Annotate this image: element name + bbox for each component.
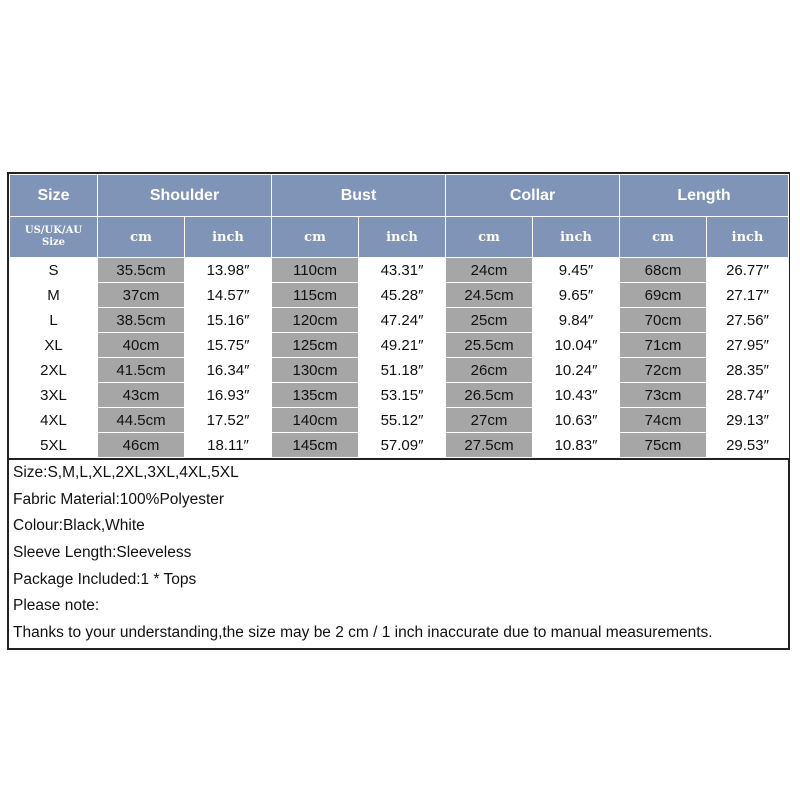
cm-cell: 71cm (620, 333, 707, 358)
cm-cell: 68cm (620, 258, 707, 283)
size-cell: XL (10, 333, 98, 358)
inch-cell: 28.35″ (707, 358, 789, 383)
unit-cm: cm (446, 217, 533, 258)
inch-cell: 27.95″ (707, 333, 789, 358)
inch-cell: 13.98″ (185, 258, 272, 283)
header-size-region-line1: US/UK/AU (24, 225, 83, 236)
cm-cell: 46cm (98, 433, 185, 458)
size-cell: 5XL (10, 433, 98, 458)
inch-cell: 16.34″ (185, 358, 272, 383)
size-cell: 3XL (10, 383, 98, 408)
cm-cell: 72cm (620, 358, 707, 383)
cm-cell: 35.5cm (98, 258, 185, 283)
cm-cell: 24.5cm (446, 283, 533, 308)
cm-cell: 120cm (272, 308, 359, 333)
note-fabric: Fabric Material:100%Polyester (9, 487, 788, 514)
inch-cell: 9.65″ (533, 283, 620, 308)
inch-cell: 27.17″ (707, 283, 789, 308)
size-chart-table (9, 174, 789, 458)
cm-cell: 73cm (620, 383, 707, 408)
table-row (10, 358, 789, 383)
cm-cell: 110cm (272, 258, 359, 283)
cm-cell: 37cm (98, 283, 185, 308)
inch-cell: 29.13″ (707, 408, 789, 433)
table-row (10, 433, 789, 458)
inch-cell: 15.75″ (185, 333, 272, 358)
header-row-units (10, 217, 789, 258)
cm-cell: 24cm (446, 258, 533, 283)
cm-cell: 115cm (272, 283, 359, 308)
inch-cell: 10.43″ (533, 383, 620, 408)
table-row (10, 408, 789, 433)
inch-cell: 29.53″ (707, 433, 789, 458)
table-row (10, 308, 789, 333)
note-sleeve: Sleeve Length:Sleeveless (9, 540, 788, 567)
size-cell: M (10, 283, 98, 308)
inch-cell: 9.84″ (533, 308, 620, 333)
unit-inch: inch (185, 217, 272, 258)
table-row (10, 383, 789, 408)
cm-cell: 27.5cm (446, 433, 533, 458)
product-notes (9, 458, 788, 648)
note-please-note: Please note: (9, 593, 788, 620)
inch-cell: 27.56″ (707, 308, 789, 333)
note-accuracy: Thanks to your understanding,the size may be 2 cm / 1 inch inaccurate due to manual measurements. (9, 620, 788, 648)
cm-cell: 70cm (620, 308, 707, 333)
note-colour: Colour:Black,White (9, 513, 788, 540)
cm-cell: 130cm (272, 358, 359, 383)
cm-cell: 125cm (272, 333, 359, 358)
inch-cell: 49.21″ (359, 333, 446, 358)
inch-cell: 14.57″ (185, 283, 272, 308)
unit-cm: cm (98, 217, 185, 258)
table-row (10, 333, 789, 358)
table-row (10, 258, 789, 283)
inch-cell: 16.93″ (185, 383, 272, 408)
table-row (10, 283, 789, 308)
cm-cell: 145cm (272, 433, 359, 458)
cm-cell: 26.5cm (446, 383, 533, 408)
unit-inch: inch (707, 217, 789, 258)
size-chart-body (10, 258, 789, 458)
size-cell: 4XL (10, 408, 98, 433)
inch-cell: 10.04″ (533, 333, 620, 358)
inch-cell: 53.15″ (359, 383, 446, 408)
note-package: Package Included:1 * Tops (9, 567, 788, 594)
inch-cell: 10.24″ (533, 358, 620, 383)
cm-cell: 43cm (98, 383, 185, 408)
inch-cell: 10.83″ (533, 433, 620, 458)
size-chart-frame (7, 172, 790, 650)
unit-inch: inch (533, 217, 620, 258)
header-size: Size (10, 175, 98, 217)
header-size-region (10, 217, 98, 258)
cm-cell: 38.5cm (98, 308, 185, 333)
cm-cell: 25cm (446, 308, 533, 333)
size-cell: L (10, 308, 98, 333)
unit-cm: cm (620, 217, 707, 258)
cm-cell: 41.5cm (98, 358, 185, 383)
inch-cell: 57.09″ (359, 433, 446, 458)
cm-cell: 40cm (98, 333, 185, 358)
inch-cell: 45.28″ (359, 283, 446, 308)
cm-cell: 44.5cm (98, 408, 185, 433)
header-bust: Bust (272, 175, 446, 217)
inch-cell: 17.52″ (185, 408, 272, 433)
cm-cell: 75cm (620, 433, 707, 458)
inch-cell: 47.24″ (359, 308, 446, 333)
inch-cell: 26.77″ (707, 258, 789, 283)
cm-cell: 74cm (620, 408, 707, 433)
cm-cell: 69cm (620, 283, 707, 308)
inch-cell: 55.12″ (359, 408, 446, 433)
inch-cell: 15.16″ (185, 308, 272, 333)
cm-cell: 26cm (446, 358, 533, 383)
header-collar: Collar (446, 175, 620, 217)
unit-cm: cm (272, 217, 359, 258)
inch-cell: 9.45″ (533, 258, 620, 283)
inch-cell: 18.11″ (185, 433, 272, 458)
inch-cell: 10.63″ (533, 408, 620, 433)
header-row-groups (10, 175, 789, 217)
unit-inch: inch (359, 217, 446, 258)
size-cell: 2XL (10, 358, 98, 383)
header-size-region-line2: Size (41, 237, 66, 248)
inch-cell: 51.18″ (359, 358, 446, 383)
cm-cell: 25.5cm (446, 333, 533, 358)
size-cell: S (10, 258, 98, 283)
inch-cell: 43.31″ (359, 258, 446, 283)
note-sizes: Size:S,M,L,XL,2XL,3XL,4XL,5XL (9, 460, 788, 487)
header-shoulder: Shoulder (98, 175, 272, 217)
inch-cell: 28.74″ (707, 383, 789, 408)
cm-cell: 135cm (272, 383, 359, 408)
header-length: Length (620, 175, 789, 217)
cm-cell: 140cm (272, 408, 359, 433)
cm-cell: 27cm (446, 408, 533, 433)
